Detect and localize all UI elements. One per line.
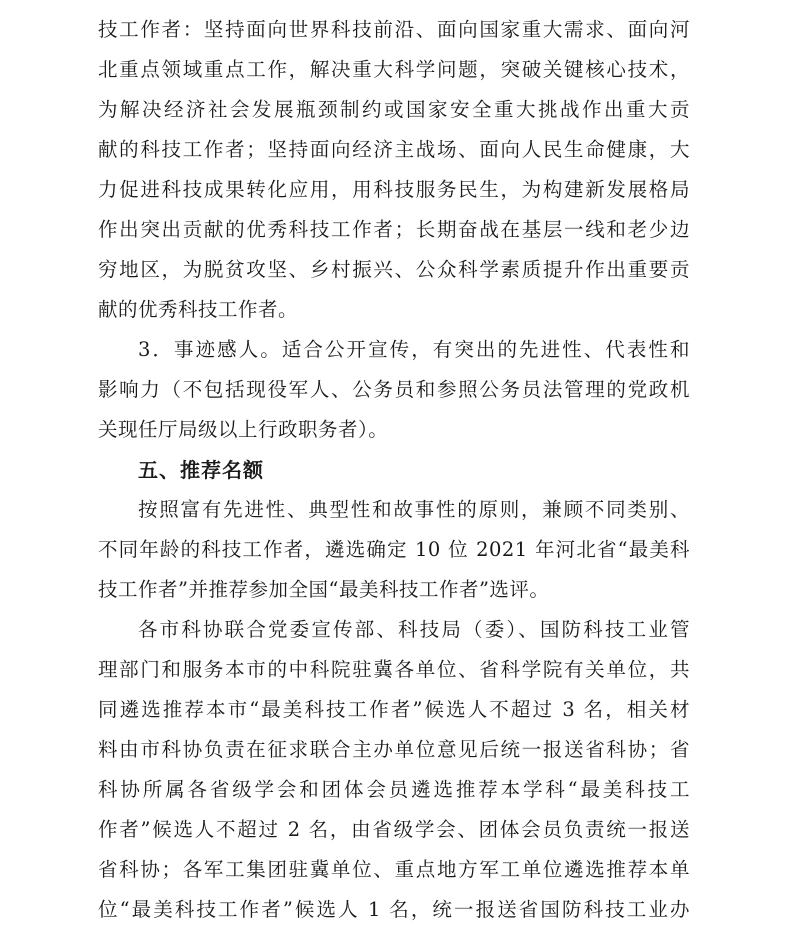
text-line: 科协所属各省级学会和团体会员遴选推荐本学科“最美科技工 bbox=[98, 778, 690, 801]
text-line: 技工作者”并推荐参加全国“最美科技工作者”选评。 bbox=[98, 578, 550, 601]
section-heading: 五、推荐名额 bbox=[138, 458, 264, 482]
text-line: 技工作者：坚持面向世界科技前沿、面向国家重大需求、面向河 bbox=[98, 18, 690, 41]
text-line: 各市科协联合党委宣传部、科技局（委）、国防科技工业管 bbox=[138, 618, 690, 641]
text-line: 作出突出贡献的优秀科技工作者；长期奋战在基层一线和老少边 bbox=[98, 218, 690, 241]
text-line: 影响力（不包括现役军人、公务员和参照公务员法管理的党政机 bbox=[98, 378, 690, 401]
text-line: 作者”候选人不超过 2 名，由省级学会、团体会员负责统一报送 bbox=[98, 818, 690, 841]
text-line: 为解决经济社会发展瓶颈制约或国家安全重大挑战作出重大贡 bbox=[98, 98, 690, 121]
text-line: 献的优秀科技工作者。 bbox=[98, 298, 299, 321]
text-line: 3．事迹感人。适合公开宣传，有突出的先进性、代表性和 bbox=[138, 338, 690, 361]
text-line: 献的科技工作者；坚持面向经济主战场、面向人民生命健康，大 bbox=[98, 138, 690, 161]
text-line: 按照富有先进性、典型性和故事性的原则，兼顾不同类别、 bbox=[138, 498, 690, 521]
text-line: 穷地区，为脱贫攻坚、乡村振兴、公众科学素质提升作出重要贡 bbox=[98, 258, 690, 281]
text-line: 同遴选推荐本市“最美科技工作者”候选人不超过 3 名，相关材 bbox=[98, 698, 690, 721]
text-line: 北重点领域重点工作，解决重大科学问题，突破关键核心技术， bbox=[98, 58, 690, 81]
text-line: 关现任厅局级以上行政职务者）。 bbox=[98, 418, 389, 441]
text-line: 位“最美科技工作者”候选人 1 名，统一报送省国防科技工业办 bbox=[98, 898, 690, 921]
text-line: 理部门和服务本市的中科院驻冀各单位、省科学院有关单位，共 bbox=[98, 658, 690, 681]
text-line: 省科协；各军工集团驻冀单位、重点地方军工单位遴选推荐本单 bbox=[98, 858, 690, 881]
text-line: 不同年龄的科技工作者，遴选确定 10 位 2021 年河北省“最美科 bbox=[98, 538, 690, 561]
text-line: 力促进科技成果转化应用，用科技服务民生，为构建新发展格局 bbox=[98, 178, 690, 201]
text-line: 料由市科协负责在征求联合主办单位意见后统一报送省科协；省 bbox=[98, 738, 690, 761]
